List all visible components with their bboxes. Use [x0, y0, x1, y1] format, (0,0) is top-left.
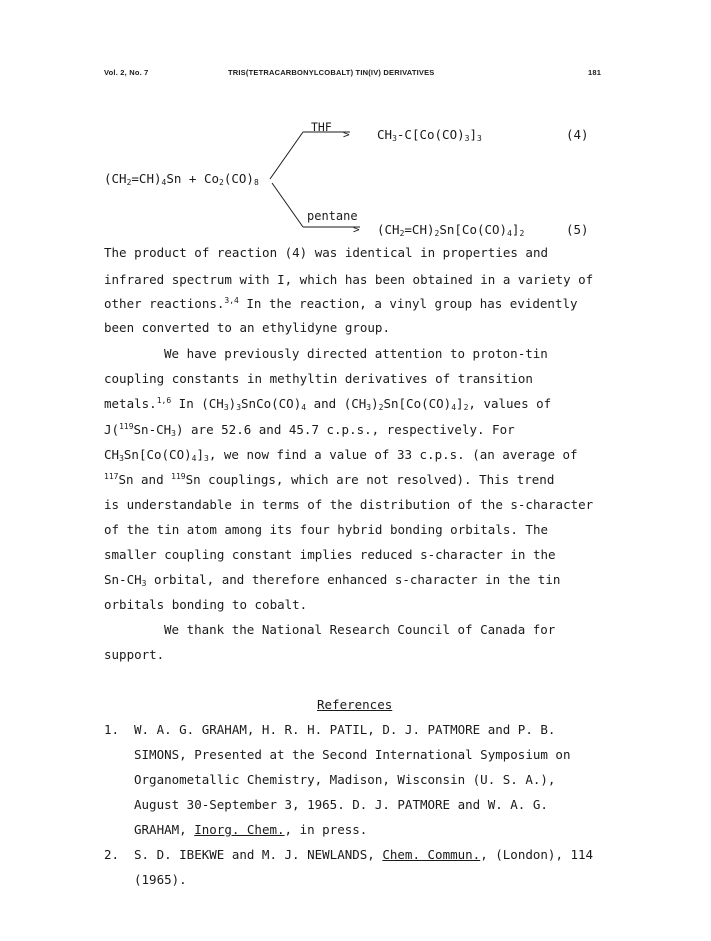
paragraph-2-line-4: $J(^{119}Sn-CH_3)$ are 52.6 and 45.7 c.p.s., respectively. For — [104, 422, 515, 438]
reference-2-line-2: (1965). — [134, 872, 187, 887]
reactants-formula: $(CH_2=CH)_4Sn + Co_2(CO)_8$ — [104, 171, 259, 187]
paragraph-2-line-8: of the tin atom among its four hybrid bonding orbitals. The — [104, 522, 549, 537]
reference-1-line-5: GRAHAM, Inorg. Chem., in press. — [134, 822, 368, 837]
paragraph-2-line-11: orbitals bonding to cobalt. — [104, 597, 308, 612]
reference-1-line-1: W. A. G. GRAHAM, H. R. H. PATIL, D. J. PATMORE and P. B. — [134, 722, 556, 737]
paragraph-2-line-5: $CH_3Sn[Co(CO)_4]_3$, we now find a value of 33 c.p.s. (an average of — [104, 447, 578, 463]
paragraph-2-line-7: is understandable in terms of the distribution of the s-character — [104, 497, 594, 512]
running-header-title: TRIS(TETRACARBONYLCOBALT) TIN(IV) DERIVATIVES — [228, 68, 435, 77]
paragraph-1-line-2: infrared spectrum with I, which has been obtained in a variety of — [104, 272, 594, 287]
product-4-formula: $CH_3-C[Co(CO)_3]_3$ — [377, 127, 482, 143]
reference-1-line-4: August 30-September 3, 1965. D. J. PATMORE and W. A. G. — [134, 797, 548, 812]
paragraph-2-line-3: metals.$^{1,6}$ In $(CH_3)_3SnCo(CO)_4$ and $(CH_3)_2Sn[Co(CO)_4]_2$, values of — [104, 396, 552, 412]
arrow-head-icon: > — [353, 223, 360, 236]
paragraph-1-line-4: been converted to an ethylidyne group. — [104, 320, 390, 335]
reference-2-number: 2. — [104, 847, 120, 862]
paragraph-1-line-1: The product of reaction (4) was identical in properties and — [104, 245, 549, 260]
reference-2-line-1: S. D. IBEKWE and M. J. NEWLANDS, Chem. Commun., (London), 114 — [134, 847, 594, 862]
paragraph-2-line-9: smaller coupling constant implies reduced s-character in the — [104, 547, 556, 562]
references-heading: References — [317, 697, 393, 712]
thf-label: THF — [311, 120, 332, 134]
arrow-head-icon: > — [343, 128, 350, 141]
paragraph-1-line-3: other reactions.$^{3,4}$ In the reaction, a vinyl group has evidently — [104, 296, 578, 311]
reference-1-line-2: SIMONS, Presented at the Second International Symposium on — [134, 747, 571, 762]
reference-1-number: 1. — [104, 722, 120, 737]
pentane-label: pentane — [307, 209, 358, 223]
paragraph-2-line-10: $Sn-CH_3$ orbital, and therefore enhanced s-character in the tin — [104, 572, 561, 588]
paragraph-2-line-6: $^{117}$Sn and $^{119}$Sn couplings, which are not resolved). This trend — [104, 472, 555, 487]
paragraph-2-line-2: coupling constants in methyltin derivatives of transition — [104, 371, 533, 386]
equation-5-number: (5) — [566, 222, 589, 237]
paragraph-2-line-1: We have previously directed attention to proton-tin — [164, 346, 548, 361]
paragraph-3-line-1: We thank the National Research Council of Canada for — [164, 622, 556, 637]
equation-4-number: (4) — [566, 127, 589, 142]
product-5-formula: $(CH_2=CH)_2Sn[Co(CO)_4]_2$ — [377, 222, 525, 238]
reference-1-line-3: Organometallic Chemistry, Madison, Wisconsin (U. S. A.), — [134, 772, 556, 787]
running-header-volume: Vol. 2, No. 7 — [104, 68, 149, 77]
running-header-page-number: 181 — [588, 68, 602, 77]
paragraph-3-line-2: support. — [104, 647, 165, 662]
